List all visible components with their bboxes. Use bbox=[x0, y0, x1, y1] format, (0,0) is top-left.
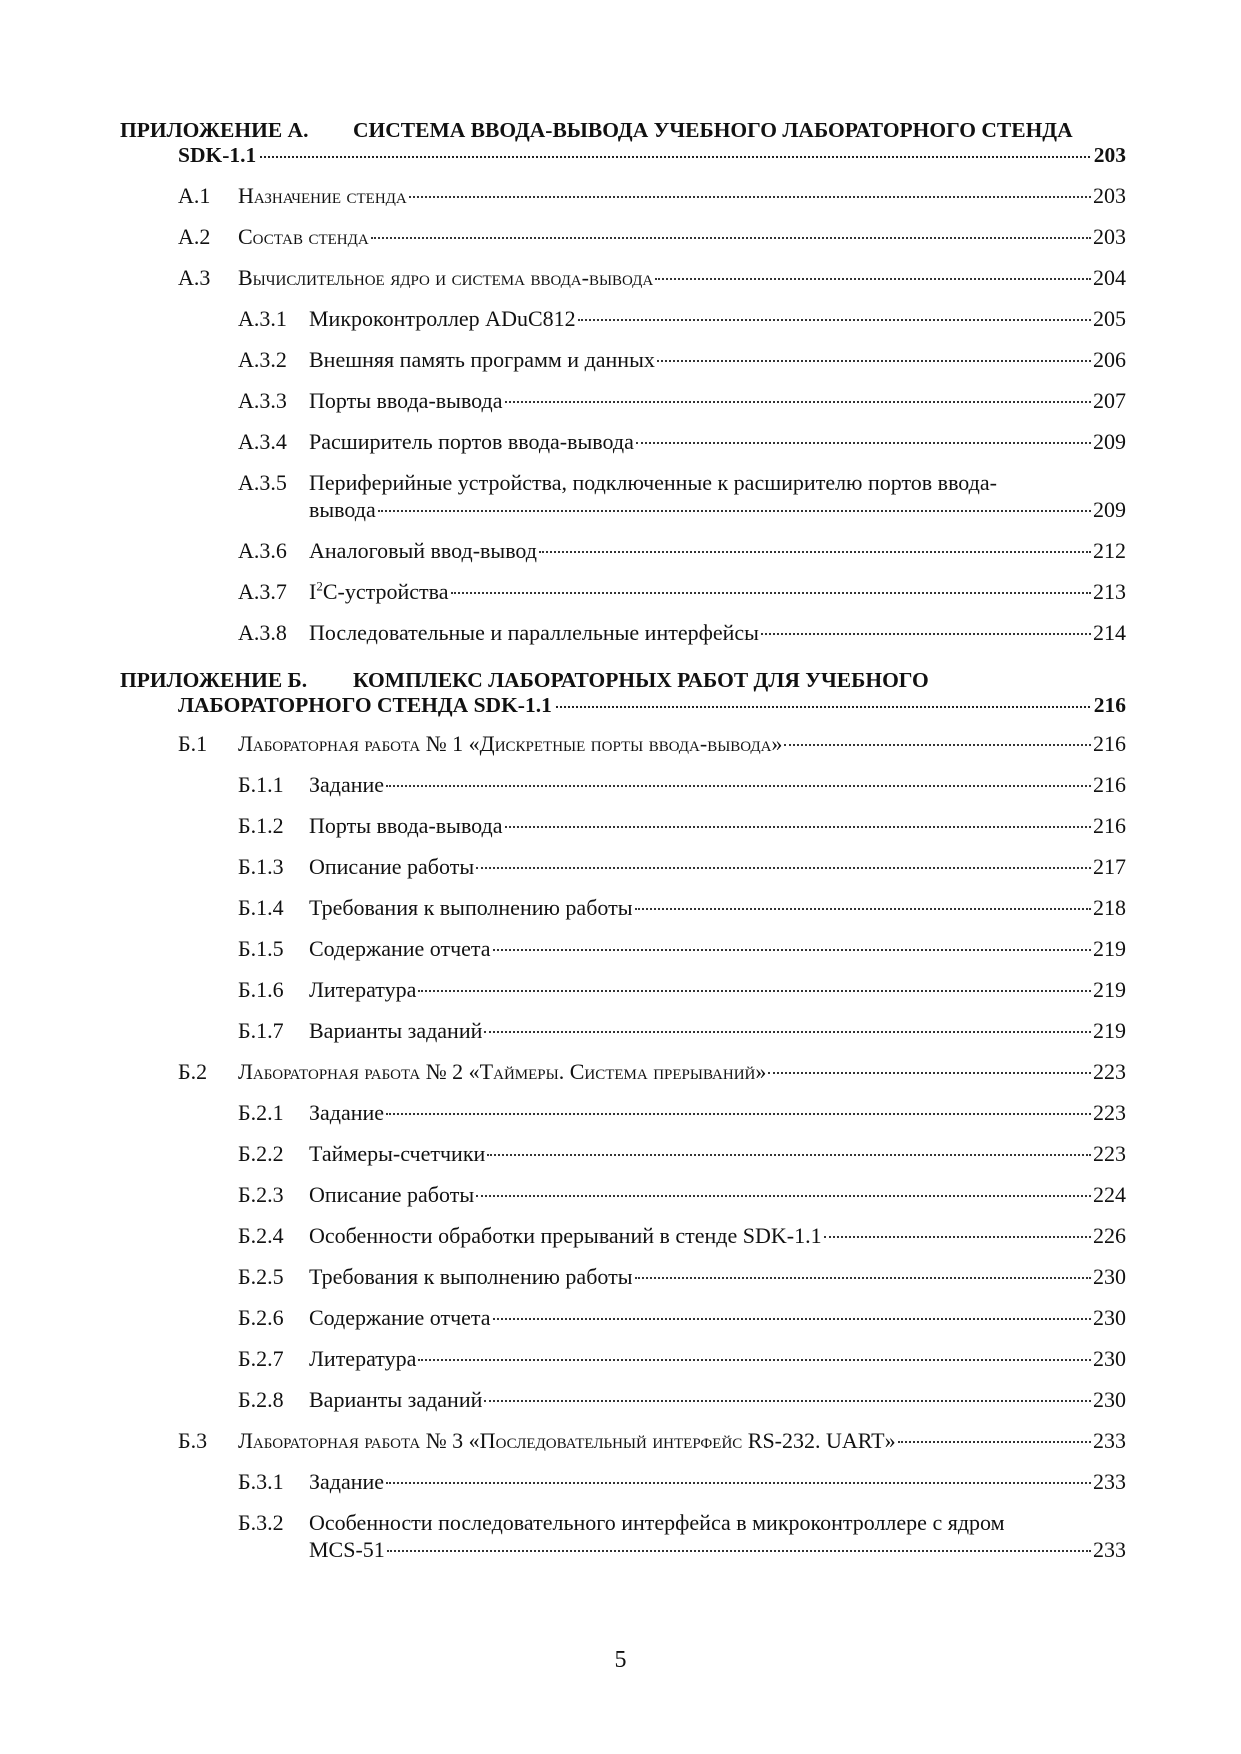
entry-title: Требования к выполнению работы bbox=[309, 895, 633, 920]
entry-number: А.3.3 bbox=[238, 388, 287, 413]
toc-entry-b1-6[interactable] bbox=[238, 977, 1126, 1003]
toc-entry-b2-7[interactable] bbox=[238, 1346, 1126, 1372]
leader-dots bbox=[476, 867, 1091, 869]
entry-title: Задание bbox=[309, 1469, 385, 1494]
entry-title: Задание bbox=[309, 772, 385, 797]
entry-page: 216 bbox=[1093, 731, 1126, 756]
entry-page: 205 bbox=[1093, 306, 1126, 331]
toc-entry-b2-4[interactable] bbox=[238, 1223, 1126, 1249]
leader-dots bbox=[578, 319, 1091, 321]
entry-number: А.3.8 bbox=[238, 620, 287, 645]
entry-page: 223 bbox=[1093, 1141, 1126, 1166]
toc-entry-b2-1[interactable] bbox=[238, 1100, 1126, 1126]
entry-number: Б.2.2 bbox=[238, 1141, 284, 1166]
entry-number: Б.1.2 bbox=[238, 813, 284, 838]
entry-number: Б.2.8 bbox=[238, 1387, 284, 1412]
entry-title: Внешняя память программ и данных bbox=[309, 347, 655, 372]
toc-entry-b2-6[interactable] bbox=[238, 1305, 1126, 1331]
leader-dots bbox=[418, 1359, 1091, 1361]
entry-number: Б.3 bbox=[178, 1428, 208, 1453]
leader-dots bbox=[505, 401, 1092, 403]
leader-dots bbox=[539, 551, 1091, 553]
toc-entry-b2-8[interactable] bbox=[238, 1387, 1126, 1413]
entry-title-pre: I bbox=[309, 579, 317, 604]
entry-page: 216 bbox=[1093, 772, 1126, 797]
toc-entry-b1-7[interactable] bbox=[238, 1018, 1126, 1044]
entry-page: 203 bbox=[1093, 224, 1126, 249]
entry-number: Б.2.3 bbox=[238, 1182, 284, 1207]
page-number: 5 bbox=[614, 1647, 627, 1673]
leader-dots bbox=[493, 1318, 1091, 1320]
entry-number: Б.1.5 bbox=[238, 936, 284, 961]
entry-title: Последовательные и параллельные интерфейсы bbox=[309, 620, 759, 645]
entry-page: 217 bbox=[1093, 854, 1126, 879]
toc-entry-b3[interactable] bbox=[178, 1428, 1126, 1454]
leader-dots bbox=[386, 1113, 1091, 1115]
entry-title: Описание работы bbox=[309, 1182, 475, 1207]
leader-dots bbox=[386, 785, 1091, 787]
entry-title-sup: 2 bbox=[316, 578, 323, 594]
entry-page: 223 bbox=[1093, 1100, 1126, 1125]
entry-title: Задание bbox=[309, 1100, 385, 1125]
entry-title: Порты ввода-вывода bbox=[309, 388, 503, 413]
entry-page: 212 bbox=[1093, 538, 1126, 563]
entry-title: Лабораторная работа № 2 «Таймеры. Система прерываний» bbox=[238, 1059, 767, 1084]
entry-title: Особенности обработки прерываний в стенде SDK-1.1 bbox=[309, 1223, 822, 1248]
appendix-a-page: 203 bbox=[1093, 143, 1126, 167]
entry-number: Б.1.7 bbox=[238, 1018, 284, 1043]
entry-page: 206 bbox=[1093, 347, 1126, 372]
entry-title: Состав стенда bbox=[238, 224, 369, 249]
entry-page: 230 bbox=[1093, 1264, 1126, 1289]
toc-entry-b2-5[interactable] bbox=[238, 1264, 1126, 1290]
toc-entry-a3-7[interactable] bbox=[238, 579, 1126, 605]
leader-dots bbox=[768, 1072, 1091, 1074]
toc-entry-b1-3[interactable] bbox=[238, 854, 1126, 880]
toc-entry-b1-5[interactable] bbox=[238, 936, 1126, 962]
entry-page: 230 bbox=[1093, 1305, 1126, 1330]
toc-entry-b1-2[interactable] bbox=[238, 813, 1126, 839]
appendix-b-title-cont: ЛАБОРАТОРНОГО СТЕНДА SDK-1.1 bbox=[178, 693, 552, 717]
entry-title: Содержание отчета bbox=[309, 936, 491, 961]
entry-number: Б.3.2 bbox=[238, 1510, 284, 1535]
entry-page: 216 bbox=[1093, 813, 1126, 838]
entry-page: 219 bbox=[1093, 977, 1126, 1002]
entry-number: А.3.6 bbox=[238, 538, 287, 563]
entry-title: Назначение стенда bbox=[238, 183, 407, 208]
toc-entry-b2-2[interactable] bbox=[238, 1141, 1126, 1167]
toc-entry-a3-2[interactable] bbox=[238, 347, 1126, 373]
leader-dots bbox=[493, 949, 1091, 951]
entry-title: Варианты заданий bbox=[309, 1387, 483, 1412]
entry-title: Периферийные устройства, подключенные к расширителю портов ввода- bbox=[309, 470, 997, 495]
entry-title-cont: вывода bbox=[309, 497, 376, 522]
entry-page: 219 bbox=[1093, 936, 1126, 961]
leader-dots bbox=[476, 1195, 1091, 1197]
entry-number: Б.1.3 bbox=[238, 854, 284, 879]
entry-title: Требования к выполнению работы bbox=[309, 1264, 633, 1289]
entry-page: 203 bbox=[1093, 183, 1126, 208]
leader-dots bbox=[418, 990, 1091, 992]
entry-number: Б.1.1 bbox=[238, 772, 284, 797]
leader-dots bbox=[484, 1031, 1091, 1033]
entry-page: 214 bbox=[1093, 620, 1126, 645]
entry-title: Порты ввода-вывода bbox=[309, 813, 503, 838]
leader-dots bbox=[505, 826, 1092, 828]
leader-dots bbox=[635, 908, 1092, 910]
entry-number: А.3.1 bbox=[238, 306, 287, 331]
entry-page: 213 bbox=[1093, 579, 1126, 604]
toc-entry-b2-3[interactable] bbox=[238, 1182, 1126, 1208]
entry-title: Вычислительное ядро и система ввода-вывода bbox=[238, 265, 654, 290]
entry-page: 207 bbox=[1093, 388, 1126, 413]
leader-dots bbox=[409, 196, 1091, 198]
leader-dots bbox=[386, 1482, 1091, 1484]
entry-number: Б.2.5 bbox=[238, 1264, 284, 1289]
entry-page: 224 bbox=[1093, 1182, 1126, 1207]
leader-dots bbox=[556, 706, 1090, 708]
entry-number: А.3.5 bbox=[238, 470, 287, 495]
entry-title: Микроконтроллер ADuC812 bbox=[309, 306, 576, 331]
leader-dots bbox=[657, 360, 1091, 362]
entry-number: Б.2.7 bbox=[238, 1346, 284, 1371]
entry-number: Б.2.1 bbox=[238, 1100, 284, 1125]
toc-entry-b1[interactable] bbox=[178, 731, 1126, 757]
entry-page: 233 bbox=[1093, 1428, 1126, 1453]
entry-page: 219 bbox=[1093, 1018, 1126, 1043]
entry-title: Аналоговый ввод-вывод bbox=[309, 538, 537, 563]
entry-page: 230 bbox=[1093, 1387, 1126, 1412]
appendix-b-page: 216 bbox=[1093, 693, 1126, 717]
leader-dots bbox=[761, 633, 1091, 635]
toc-entry-b3-1[interactable] bbox=[238, 1469, 1126, 1495]
entry-number: Б.1 bbox=[178, 731, 208, 756]
appendix-b-title: КОМПЛЕКС ЛАБОРАТОРНЫХ РАБОТ ДЛЯ УЧЕБНОГО bbox=[353, 668, 929, 692]
entry-title: Литература bbox=[309, 977, 417, 1002]
leader-dots bbox=[387, 1550, 1091, 1552]
entry-title-post: C-устройства bbox=[322, 579, 449, 604]
leader-dots bbox=[260, 156, 1090, 158]
entry-title bbox=[309, 579, 449, 605]
entry-title: Таймеры-счетчики bbox=[309, 1141, 486, 1166]
toc-entry-a3-1[interactable] bbox=[238, 306, 1126, 332]
leader-dots bbox=[636, 442, 1091, 444]
entry-number: Б.1.4 bbox=[238, 895, 284, 920]
leader-dots bbox=[371, 237, 1091, 239]
entry-title: Варианты заданий bbox=[309, 1018, 483, 1043]
entry-number: А.3.4 bbox=[238, 429, 287, 454]
leader-dots bbox=[655, 278, 1091, 280]
entry-number: А.2 bbox=[178, 224, 211, 249]
entry-page: 218 bbox=[1093, 895, 1126, 920]
leader-dots bbox=[487, 1154, 1091, 1156]
entry-number: Б.2 bbox=[178, 1059, 208, 1084]
toc-entry-a3-3[interactable] bbox=[238, 388, 1126, 414]
toc-entry-b2[interactable] bbox=[178, 1059, 1126, 1085]
entry-number: Б.2.4 bbox=[238, 1223, 284, 1248]
leader-dots bbox=[378, 510, 1091, 512]
entry-title: Лабораторная работа № 1 «Дискретные порты ввода-вывода» bbox=[238, 731, 783, 756]
entry-title: Описание работы bbox=[309, 854, 475, 879]
entry-page: 230 bbox=[1093, 1346, 1126, 1371]
entry-page: 204 bbox=[1093, 265, 1126, 290]
entry-title: Расширитель портов ввода-вывода bbox=[309, 429, 634, 454]
leader-dots bbox=[898, 1441, 1091, 1443]
appendix-a-title-cont: SDK-1.1 bbox=[178, 143, 257, 167]
entry-title: Содержание отчета bbox=[309, 1305, 491, 1330]
entry-page: 223 bbox=[1093, 1059, 1126, 1084]
entry-number: А.3.2 bbox=[238, 347, 287, 372]
entry-number: Б.2.6 bbox=[238, 1305, 284, 1330]
toc-entry-a1[interactable] bbox=[178, 183, 1126, 209]
entry-number: А.1 bbox=[178, 183, 211, 208]
entry-page: 233 bbox=[1093, 1537, 1126, 1562]
entry-number: Б.3.1 bbox=[238, 1469, 284, 1494]
toc-entry-a2[interactable] bbox=[178, 224, 1126, 250]
leader-dots bbox=[451, 592, 1092, 594]
toc-entry-a3[interactable] bbox=[178, 265, 1126, 291]
entry-title: Особенности последовательного интерфейса в микроконтроллере с ядром bbox=[309, 1510, 1005, 1535]
entry-page: 233 bbox=[1093, 1469, 1126, 1494]
toc-entry-a3-8[interactable] bbox=[238, 620, 1126, 646]
toc-entry-a3-6[interactable] bbox=[238, 538, 1126, 564]
entry-number: Б.1.6 bbox=[238, 977, 284, 1002]
leader-dots bbox=[784, 744, 1091, 746]
entry-title: Литература bbox=[309, 1346, 417, 1371]
leader-dots bbox=[824, 1236, 1091, 1238]
toc-entry-b1-1[interactable] bbox=[238, 772, 1126, 798]
entry-page: 209 bbox=[1093, 429, 1126, 454]
entry-page: 226 bbox=[1093, 1223, 1126, 1248]
entry-title: Лабораторная работа № 3 «Последовательный интерфейс RS-232. UART» bbox=[238, 1428, 896, 1453]
entry-title-cont: MCS-51 bbox=[309, 1537, 385, 1562]
appendix-a-title: СИСТЕМА ВВОДА-ВЫВОДА УЧЕБНОГО ЛАБОРАТОРНОГО СТЕНДА bbox=[353, 118, 1073, 142]
entry-page: 209 bbox=[1093, 497, 1126, 522]
entry-number: А.3.7 bbox=[238, 579, 287, 604]
leader-dots bbox=[635, 1277, 1092, 1279]
toc-entry-a3-4[interactable] bbox=[238, 429, 1126, 455]
entry-number: А.3 bbox=[178, 265, 211, 290]
appendix-b-label: ПРИЛОЖЕНИЕ Б. bbox=[120, 668, 308, 692]
leader-dots bbox=[484, 1400, 1091, 1402]
appendix-a-label: ПРИЛОЖЕНИЕ А. bbox=[120, 118, 309, 142]
toc-entry-b1-4[interactable] bbox=[238, 895, 1126, 921]
